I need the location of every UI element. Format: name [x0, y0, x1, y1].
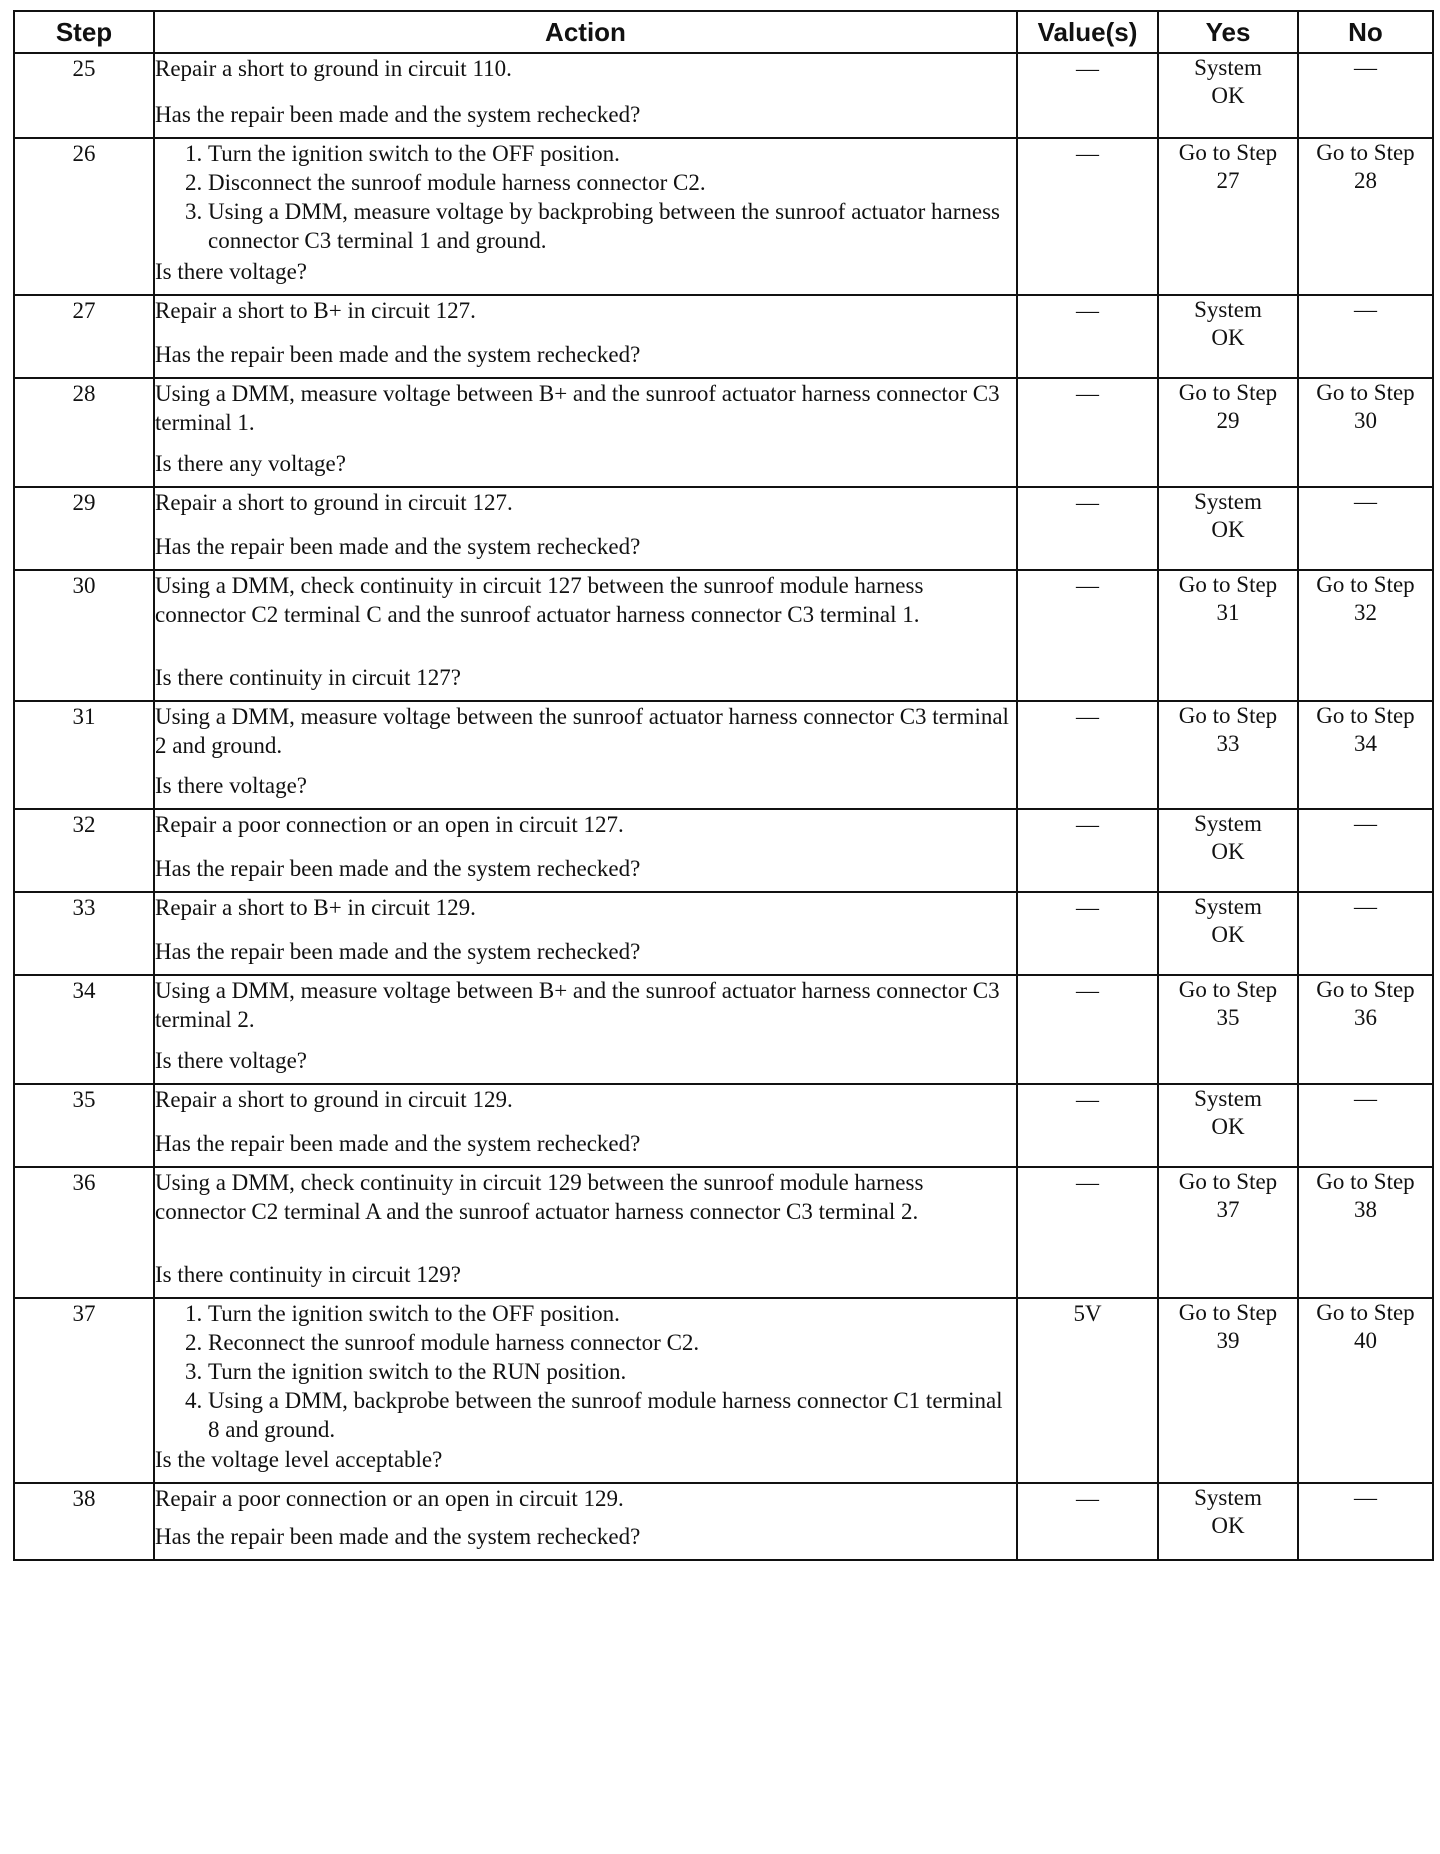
value-cell: —	[1017, 53, 1158, 138]
action-step-item: 4. Using a DMM, backprobe between the sunroof module harness connector C1 terminal 8 and ground.	[208, 1386, 1016, 1444]
value-cell: —	[1017, 701, 1158, 809]
action-content	[155, 1484, 1016, 1551]
action-question: Is there continuity in circuit 127?	[155, 665, 461, 690]
action-question: Has the repair been made and the system rechecked?	[155, 534, 641, 559]
yes-cell	[1158, 138, 1298, 295]
yes-line: Go to Step	[1178, 380, 1278, 405]
action-cell	[154, 570, 1017, 701]
action-cell	[154, 138, 1017, 295]
action-text: Using a DMM, measure voltage between B+ and the sunroof actuator harness connector C3 terminal 1.	[155, 381, 1000, 435]
action-question: Has the repair been made and the system rechecked?	[155, 102, 641, 127]
action-instructions	[155, 1299, 1016, 1444]
table-row	[14, 1298, 1433, 1483]
action-text: Repair a short to ground in circuit 110.	[155, 56, 512, 81]
action-question: Has the repair been made and the system rechecked?	[155, 856, 641, 881]
action-content	[155, 1168, 1016, 1289]
step-number: 35	[14, 1084, 154, 1167]
action-step-item: 1. Turn the ignition switch to the OFF position.	[208, 139, 1016, 168]
no-line: Go to Step	[1316, 977, 1415, 1002]
action-instructions	[155, 810, 1016, 839]
action-step-item: 3. Turn the ignition switch to the RUN position.	[208, 1357, 1016, 1386]
action-question: Has the repair been made and the system rechecked?	[155, 1524, 641, 1549]
action-text: Using a DMM, check continuity in circuit 129 between the sunroof module harness connector C2 terminal A and the sunroof actuator harness connector C3 terminal 2.	[155, 1170, 924, 1224]
header-values: Value(s)	[1017, 11, 1158, 53]
yes-line: OK	[1211, 1114, 1245, 1139]
action-question: Has the repair been made and the system rechecked?	[155, 939, 641, 964]
table-body	[14, 53, 1433, 1560]
action-step-item: 2. Reconnect the sunroof module harness connector C2.	[208, 1328, 1016, 1357]
yes-cell	[1158, 1483, 1298, 1560]
action-instructions	[155, 1484, 1016, 1513]
step-number: 27	[14, 295, 154, 378]
action-content	[155, 488, 1016, 561]
action-question: Is the voltage level acceptable?	[155, 1447, 443, 1472]
table-row	[14, 892, 1433, 975]
no-cell	[1298, 809, 1433, 892]
yes-line: OK	[1211, 839, 1245, 864]
value-cell: 5V	[1017, 1298, 1158, 1483]
action-step-item: 1. Turn the ignition switch to the OFF position.	[208, 1299, 1016, 1328]
yes-line: Go to Step	[1178, 1300, 1278, 1325]
no-cell	[1298, 53, 1433, 138]
table-row	[14, 378, 1433, 487]
action-instructions	[155, 296, 1016, 325]
action-text: Repair a poor connection or an open in circuit 127.	[155, 812, 624, 837]
action-cell	[154, 53, 1017, 138]
header-yes: Yes	[1158, 11, 1298, 53]
value-cell: —	[1017, 295, 1158, 378]
action-question: Is there continuity in circuit 129?	[155, 1262, 461, 1287]
action-question: Is there voltage?	[155, 1048, 307, 1073]
action-step-item: 3. Using a DMM, measure voltage by backprobing between the sunroof actuator harness connector C3 terminal 1 and ground.	[208, 197, 1016, 255]
no-cell	[1298, 570, 1433, 701]
step-number: 34	[14, 975, 154, 1084]
value-cell: —	[1017, 809, 1158, 892]
step-number: 28	[14, 378, 154, 487]
yes-line: OK	[1211, 1513, 1245, 1538]
no-line: Go to Step	[1316, 703, 1415, 728]
yes-line: Go to Step	[1178, 140, 1278, 165]
action-text: Repair a short to B+ in circuit 127.	[155, 298, 476, 323]
yes-line: 31	[1216, 600, 1240, 625]
no-line: —	[1354, 489, 1377, 514]
yes-cell	[1158, 295, 1298, 378]
action-cell	[154, 1084, 1017, 1167]
no-cell	[1298, 378, 1433, 487]
yes-cell	[1158, 1084, 1298, 1167]
no-cell	[1298, 1298, 1433, 1483]
no-line: 30	[1354, 408, 1377, 433]
action-text: Repair a poor connection or an open in circuit 129.	[155, 1486, 624, 1511]
yes-line: Go to Step	[1178, 1169, 1278, 1194]
no-cell	[1298, 701, 1433, 809]
table-row	[14, 487, 1433, 570]
no-line: 36	[1354, 1005, 1377, 1030]
yes-line: Go to Step	[1178, 703, 1278, 728]
no-cell	[1298, 1084, 1433, 1167]
step-number: 32	[14, 809, 154, 892]
action-step-list	[155, 139, 1016, 255]
yes-line: 29	[1216, 408, 1240, 433]
yes-line: System	[1194, 1086, 1262, 1111]
action-instructions	[155, 54, 1016, 83]
value-cell: —	[1017, 892, 1158, 975]
header-action: Action	[154, 11, 1017, 53]
yes-line: 37	[1216, 1197, 1240, 1222]
no-line: Go to Step	[1316, 1300, 1415, 1325]
action-cell	[154, 1167, 1017, 1298]
action-instructions	[155, 893, 1016, 922]
action-cell	[154, 487, 1017, 570]
yes-line: 27	[1216, 168, 1240, 193]
no-cell	[1298, 975, 1433, 1084]
value-cell: —	[1017, 975, 1158, 1084]
action-question: Has the repair been made and the system rechecked?	[155, 342, 641, 367]
action-step-list	[155, 1299, 1016, 1444]
yes-line: 33	[1216, 731, 1240, 756]
step-number: 25	[14, 53, 154, 138]
action-instructions	[155, 1085, 1016, 1114]
no-line: —	[1354, 1086, 1377, 1111]
step-number: 36	[14, 1167, 154, 1298]
no-line: Go to Step	[1316, 1169, 1415, 1194]
action-content	[155, 1299, 1016, 1474]
step-number: 37	[14, 1298, 154, 1483]
no-cell	[1298, 138, 1433, 295]
action-cell	[154, 809, 1017, 892]
table-row	[14, 1167, 1433, 1298]
action-cell	[154, 295, 1017, 378]
yes-line: System	[1194, 811, 1262, 836]
action-cell	[154, 892, 1017, 975]
no-line: 34	[1354, 731, 1377, 756]
action-content	[155, 379, 1016, 478]
value-cell: —	[1017, 138, 1158, 295]
step-number: 33	[14, 892, 154, 975]
no-line: 28	[1354, 168, 1377, 193]
table-row	[14, 53, 1433, 138]
no-line: Go to Step	[1316, 572, 1415, 597]
no-cell	[1298, 892, 1433, 975]
table-row	[14, 1483, 1433, 1560]
action-content	[155, 810, 1016, 883]
value-cell: —	[1017, 570, 1158, 701]
action-cell	[154, 1298, 1017, 1483]
action-content	[155, 893, 1016, 966]
no-line: —	[1354, 297, 1377, 322]
action-question: Has the repair been made and the system rechecked?	[155, 1131, 641, 1156]
no-line: Go to Step	[1316, 380, 1415, 405]
yes-line: 39	[1216, 1328, 1240, 1353]
no-cell	[1298, 487, 1433, 570]
action-content	[155, 976, 1016, 1075]
yes-cell	[1158, 378, 1298, 487]
value-cell: —	[1017, 487, 1158, 570]
yes-line: OK	[1211, 922, 1245, 947]
yes-line: System	[1194, 55, 1262, 80]
action-step-item: 2. Disconnect the sunroof module harness connector C2.	[208, 168, 1016, 197]
yes-cell	[1158, 975, 1298, 1084]
action-text: Using a DMM, check continuity in circuit 127 between the sunroof module harness connector C2 terminal C and the sunroof actuator harness connector C3 terminal 1.	[155, 573, 924, 627]
yes-line: OK	[1211, 83, 1245, 108]
yes-line: System	[1194, 894, 1262, 919]
action-text: Repair a short to B+ in circuit 129.	[155, 895, 476, 920]
yes-line: 35	[1216, 1005, 1240, 1030]
action-question: Is there any voltage?	[155, 451, 346, 476]
action-content	[155, 702, 1016, 800]
action-content	[155, 296, 1016, 369]
action-question: Is there voltage?	[155, 773, 307, 798]
yes-cell	[1158, 1298, 1298, 1483]
table-row	[14, 295, 1433, 378]
yes-cell	[1158, 892, 1298, 975]
yes-line: Go to Step	[1178, 572, 1278, 597]
header-row	[14, 11, 1433, 53]
no-line: 40	[1354, 1328, 1377, 1353]
yes-cell	[1158, 53, 1298, 138]
header-no: No	[1298, 11, 1433, 53]
action-instructions	[155, 379, 1016, 437]
yes-line: Go to Step	[1178, 977, 1278, 1002]
action-text: Using a DMM, measure voltage between B+ and the sunroof actuator harness connector C3 terminal 2.	[155, 978, 1000, 1032]
step-number: 30	[14, 570, 154, 701]
value-cell: —	[1017, 1084, 1158, 1167]
no-line: 38	[1354, 1197, 1377, 1222]
action-instructions	[155, 702, 1016, 760]
yes-line: System	[1194, 489, 1262, 514]
action-instructions	[155, 571, 1016, 629]
action-cell	[154, 975, 1017, 1084]
no-cell	[1298, 295, 1433, 378]
table-row	[14, 138, 1433, 295]
action-cell	[154, 701, 1017, 809]
action-text: Repair a short to ground in circuit 129.	[155, 1087, 513, 1112]
no-line: —	[1354, 1485, 1377, 1510]
action-content	[155, 1085, 1016, 1158]
step-number: 26	[14, 138, 154, 295]
action-instructions	[155, 976, 1016, 1034]
no-line: —	[1354, 55, 1377, 80]
yes-line: OK	[1211, 325, 1245, 350]
no-line: —	[1354, 894, 1377, 919]
yes-cell	[1158, 809, 1298, 892]
yes-line: System	[1194, 1485, 1262, 1510]
step-number: 38	[14, 1483, 154, 1560]
action-text: Using a DMM, measure voltage between the sunroof actuator harness connector C3 terminal 2 and ground.	[155, 704, 1009, 758]
table-row	[14, 975, 1433, 1084]
header-step: Step	[14, 11, 154, 53]
action-content	[155, 571, 1016, 692]
action-content	[155, 139, 1016, 286]
action-cell	[154, 1483, 1017, 1560]
action-instructions	[155, 139, 1016, 255]
no-cell	[1298, 1167, 1433, 1298]
table-row	[14, 809, 1433, 892]
action-text: Repair a short to ground in circuit 127.	[155, 490, 513, 515]
yes-cell	[1158, 570, 1298, 701]
action-question: Is there voltage?	[155, 259, 307, 284]
action-instructions	[155, 488, 1016, 517]
yes-cell	[1158, 487, 1298, 570]
no-line: Go to Step	[1316, 140, 1415, 165]
value-cell: —	[1017, 1167, 1158, 1298]
yes-cell	[1158, 701, 1298, 809]
no-cell	[1298, 1483, 1433, 1560]
action-content	[155, 54, 1016, 129]
yes-cell	[1158, 1167, 1298, 1298]
no-line: —	[1354, 811, 1377, 836]
table-row	[14, 701, 1433, 809]
diagnostic-table	[13, 10, 1434, 1561]
yes-line: OK	[1211, 517, 1245, 542]
value-cell: —	[1017, 378, 1158, 487]
action-instructions	[155, 1168, 1016, 1226]
action-cell	[154, 378, 1017, 487]
no-line: 32	[1354, 600, 1377, 625]
yes-line: System	[1194, 297, 1262, 322]
table-row	[14, 1084, 1433, 1167]
step-number: 31	[14, 701, 154, 809]
table-row	[14, 570, 1433, 701]
step-number: 29	[14, 487, 154, 570]
value-cell: —	[1017, 1483, 1158, 1560]
